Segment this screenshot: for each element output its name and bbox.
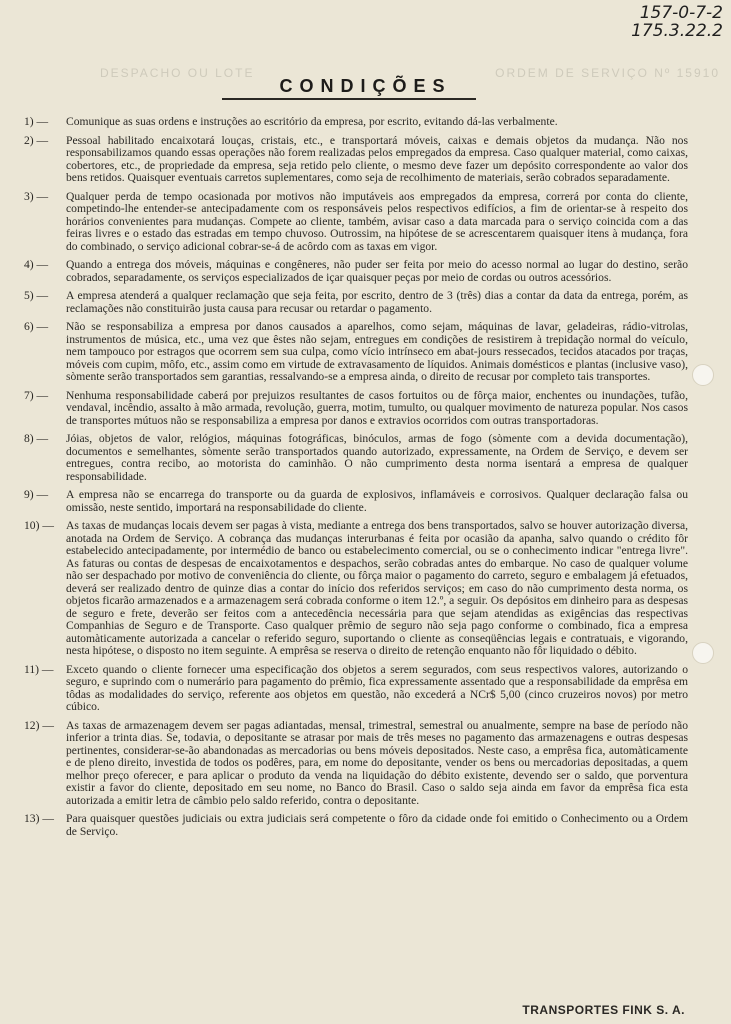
clause-text: A empresa atenderá a qualquer reclamação que seja feita, por escrito, dentro de 3 (três) dias a contar da data da entrega, porém, as reclamações não constituirão justa causa para recusar ou retardar o pagamento. <box>66 289 688 315</box>
clause-text: As taxas de armazenagem devem ser pagas adiantadas, mensal, trimestral, semestral ou anualmente, sempre na base de período não inferior a trinta dias. Se, todavia, o depositante se atrasar por mais de três meses no pagamento das armazenagens e outras despesas pertinentes, considerar-se-ão abandonadas as mercadorias ou bens móveis depositados. Neste caso, a emprêsa fica, automàticamente e de pleno direito, investida de todos os podêres, para, em nome do depositante, vender os bens ou mercadorias depositadas, a quem melhor preço oferecer, e para aplicar o produto da venda na liquidação do débito existente, devendo ser o saldo, que porventura existir a favor do cliente, depositado em seu nome, no Banco do Brasil. Caso o saldo seja ainda em favor da emprêsa fica esta autorizada a emitir letra de câmbio pelo saldo referido, contra o depositante. <box>66 718 688 807</box>
clause-text: Pessoal habilitado encaixotará louças, cristais, etc., e transportará móveis, caixas e demais objetos da mudança. Não nos responsabilizamos quando essas operações não forem realizadas pelos empregados da empresa. Caso qualquer material, como caixas, cobertores, etc., de propriedade da empresa, seja retido pelo cliente, o mesmo deve fazer um depósito correspondente ao valor dos bens retidos. Quaisquer eventuais carretos suplementares, como seja de recolhimento de materiais, serão cobrados separadamente. <box>66 133 688 184</box>
clause-number: 4) — <box>24 258 49 271</box>
clause-item <box>24 720 688 808</box>
clause-item <box>24 116 688 129</box>
clause-item <box>24 321 688 384</box>
clause-number: 3) — <box>24 189 49 203</box>
clause-number: 6) — <box>24 320 49 333</box>
conditions-list <box>24 116 688 844</box>
reference-line-2: 175.3.22.2 <box>631 21 723 41</box>
clause-text: As taxas de mudanças locais devem ser pagas à vista, mediante a entrega dos bens transportados, salvo se houver autorização diversa, anotada na Ordem de Serviço. A cobrança das mudanças interurbanas é feita por ocasião da apanha, salvo quando o crédito fôr estabelecido antecipadamente, por intermédio de banco ou estabelecimento comercial, ou se o conhecimento indicar "entrega livre". As faturas ou contas de despesas de encaixotamentos e despachos, serão cobradas antes do embarque. No caso de qualquer volume não ser despachado por motivo de conveniência do cliente, ou fôrça maior o pagamento do carreto, seguro e embalagem já efetuados, deverá ser realizado dentro de quinze dias a contar do início dos referidos serviços; em caso do não cumprimento desta norma, os objetos ficarão armazenados e a armazenagem será cobrada conforme o item 12.º, a seguir. Os depósitos em dinheiro para as despesas de seguro e frete, deverão ser feitos com a antecedência necessária para que sejam atendidas as exigências das respectivas Companhias de Seguro e de Transporte. Caso qualquer prêmio de seguro não seja pago conforme o combinado, fica a empresa automàticamente autorizada a cancelar o referido seguro, suportando o cliente as conseqüências legais e contratuais, e vigorando, nesta hipótese, o disposto no item seguinte. A emprêsa se reserva o direito de retenção enquanto não fôr liquidado o débito. <box>66 519 688 657</box>
clause-item <box>24 520 688 658</box>
clause-text: Qualquer perda de tempo ocasionada por motivos não imputáveis aos empregados da empresa, correrá por conta do cliente, competindo-lhe entender-se antecipadamente com os responsáveis pelos respectivos edifícios, a fim de orientar-se à respeito dos horários convenientes para mudanças. Compete ao cliente, também, avisar caso a data marcada para o serviço coincida com a das feiras livres e o estado das estradas em tempo chuvoso. Outrossim, na hipótese de se acrescentarem quaisquer itens à mudança, fora do combinado, o serviço adicional cobrar-se-á de acôrdo com as taxas em vigor. <box>66 189 688 253</box>
clause-item <box>24 259 688 284</box>
page-title: CONDIÇÕES <box>279 76 452 96</box>
clause-text: Exceto quando o cliente fornecer uma especificação dos objetos a serem segurados, com seus respectivos valores, autorizando o seguro, e suprindo com o numerário para pagamento do prêmio, fica expressamente assentado que a responsabilidade da emprêsa em tôdas as modalidades do serviço, referente aos objetos em questão, não excederá a NCr$ 5,00 (cinco cruzeiros novos) por metro cúbico. <box>66 662 688 713</box>
bleed-through-left: DESPACHO OU LOTE <box>100 66 255 80</box>
clause-item <box>24 135 688 185</box>
clause-number: 7) — <box>24 388 49 402</box>
clause-text: Para quaisquer questões judiciais ou extra judiciais será competente o fôro da cidade onde foi emitido o Conhecimento ou a Ordem de Serviço. <box>66 812 688 838</box>
clause-number: 13) — <box>24 812 54 825</box>
clause-text: Jóias, objetos de valor, relógios, máquinas fotográficas, binóculos, armas de fogo (sòmente com a devida documentação), documentos e semelhantes, sòmente serão transportados quando autorizado, expressamente, na Ordem de Serviço, e devem ser entregues, contra recibo, ao motorista do caminhão. O não cumprimento desta norma isentará a empresa de qualquer responsabilidade. <box>66 432 688 483</box>
clause-item <box>24 489 688 514</box>
clause-number: 2) — <box>24 133 49 147</box>
clause-item <box>24 390 688 428</box>
clause-text: Nenhuma responsabilidade caberá por prejuizos resultantes de casos fortuitos ou de fôrça maior, enchentes ou inundações, tufão, vendaval, incêndio, assalto à mão armada, revolução, guerra, motim, tumulto, ou qualquer movimento de natureza popular. Nos casos de transportes mútuos não se responsabiliza a empresa por danos e extravios ocorridos com outras transportadoras. <box>66 388 688 427</box>
company-signature: TRANSPORTES FINK S. A. <box>522 1003 685 1017</box>
reference-line-1: 157-0-7-2 <box>639 3 723 23</box>
clause-number: 8) — <box>24 432 49 445</box>
clause-text: Quando a entrega dos móveis, máquinas e congêneres, não puder ser feita por meio do acesso normal ao lugar do destino, serão cobrados, separadamente, os serviços especializados de içar quaisquer peças por meio de cordas ou outros acessórios. <box>66 258 688 284</box>
clause-item <box>24 664 688 714</box>
clause-number: 9) — <box>24 488 49 501</box>
clause-number: 1) — <box>24 115 49 128</box>
clause-item <box>24 433 688 483</box>
clause-item <box>24 191 688 254</box>
clause-text: Não se responsabiliza a empresa por danos causados a aparelhos, como sejam, máquinas de lavar, geladeiras, rádio-vitrolas, instrumentos de música, etc., uma vez que êstes não sejam, entregues em condições de resistirem à trepidação normal do veículo, nem tampouco por estragos que ocorrem sem sua culpa, como vício intrínseco em abat-jours ressecados, tecidos atacados por traças, móveis com cupim, môfo, etc., assim como em virtude de extravasamento de líquidos. Animais domésticos e plantas (inclusive vaso), sòmente serão transportados sem garantias, ressalvando-se a empresa ainda, o direito de recusar por completo tais transportes. <box>66 320 688 383</box>
bleed-through-right: ORDEM DE SERVIÇO Nº 15910 <box>495 66 720 80</box>
clause-number: 12) — <box>24 718 54 732</box>
clause-text: Comunique as suas ordens e instruções ao escritório da empresa, por escrito, evitando dá-las verbalmente. <box>66 115 558 128</box>
clause-number: 11) — <box>24 662 54 676</box>
clause-text: A empresa não se encarrega do transporte ou da guarda de explosivos, inflamáveis e corrosivos. Qualquer declaração falsa ou omissão, neste sentido, importará na responsabilidade do cliente. <box>66 488 688 514</box>
clause-number: 5) — <box>24 289 49 302</box>
handwritten-reference-numbers <box>631 4 723 40</box>
punch-hole-top <box>692 364 714 386</box>
clause-number: 10) — <box>24 519 54 532</box>
title-underline <box>222 98 476 100</box>
punch-hole-bottom <box>692 642 714 664</box>
clause-item <box>24 813 688 838</box>
clause-item <box>24 290 688 315</box>
